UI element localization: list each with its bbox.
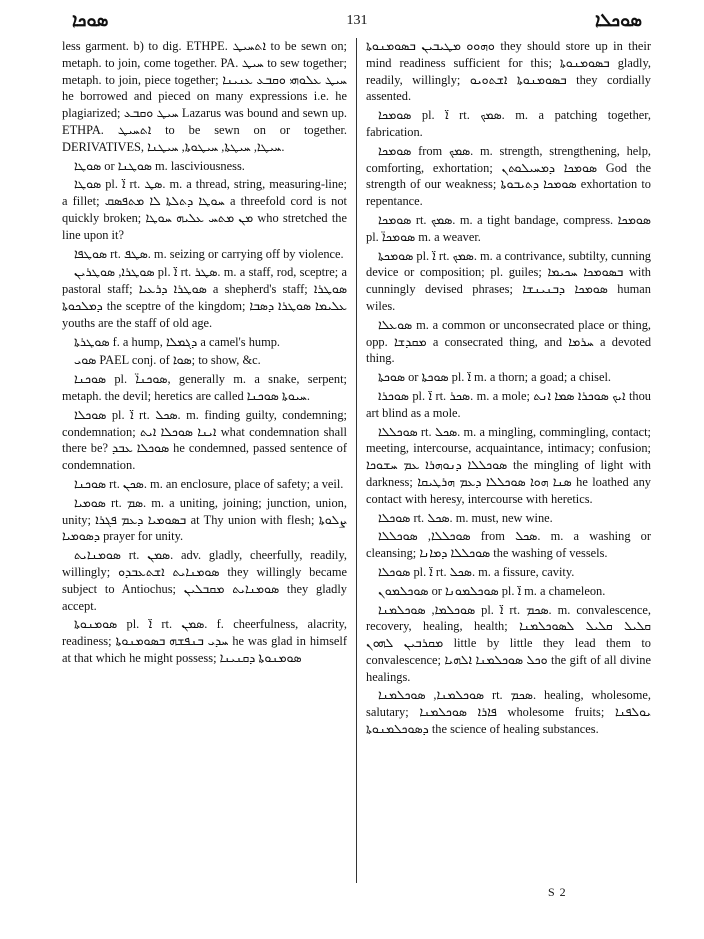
dictionary-entry: ܣܘܟܠܠܐ, ܣܘܟܠܠܐ from ܣܟܠ. m. a washing or cleansing; ܣܘܟܠܠܐ ܕܡܐܢܐ the washing of vessels. xyxy=(366,529,651,561)
dictionary-entry: ܣܘܟܢܐ pl. ܣܘܟܢܐ̈, generally m. a snake, serpent; metaph. the devil; heretics are called ܚܝܘܬܐ ܣܘܟܢܐ. xyxy=(62,372,347,403)
two-column-body xyxy=(62,38,652,883)
dictionary-entry: ܣܘܛܐ or ܣܘܛܢܐ m. lasciviousness. xyxy=(74,158,245,173)
signature-mark: S 2 xyxy=(548,885,567,899)
dictionary-entry: ܣܘܟܠܠܐ rt. ܣܟܠ. m. a mingling, commingling, contact; meeting, intercourse, acquaintance, intimacy; confusion; ܣܘܟܠܠܐ ܕܢܘܗܪܐ ܥܡ ܚܫܘܟܐ the mingling of light with darkness; ܣܢܐ ܗܘܐ ܣܘܟܠܠܐ ܕܥܡ ܗܪܛܝܩܐ he loathed any contact with heresy, intercourse with heretics. xyxy=(366,424,651,506)
dictionary-entry: ܣܘܥܠܐ m. a common or unconsecrated place or thing, opp. ܡܩܕܫܐ a consecrated thing, and ܚܪܡܐ a devoted thing. xyxy=(366,317,651,366)
dictionary-entry: ܣܘܟܬܐ or ܣܘܟܬܐ pl. ܐ̈ m. a thorn; a goad; a chisel. xyxy=(378,370,611,385)
page-number: 131 xyxy=(346,13,368,28)
page-header xyxy=(62,10,652,36)
dictionary-entry: ܣܘܝ PAEL conj. of ܣܘܐ; to show, &c. xyxy=(74,353,261,368)
dictionary-entry: ܣܘܡܟܐ pl. ܐ̈ rt. ܣܡܟ. m. a patching together, fabrication. xyxy=(366,108,651,139)
dictionary-entry: less garment. b) to dig. ETHPE. ܐܬܚܝܛ to be sewn on; metaph. to join, come together. PA. ܚܝܛ to sew together; metaph. to join, piece together; ܚܝܛ ܥܠܘܗܝ ܘܩܒܥ ܥܢܝܢܐ he borrowed and pieced on many expressions i.e. he plagiarized; ܚܝܛ ܘܩܒܥ Lazarus was bound and sewn up. ETHPA. ܐܬܚܝܛ to be sewn on or together. DERIVATIVES, ܚܝܛܐ, ܚܝܛܬܐ, ܚܝܛܘܬܐ, ܚܝܛܢܐ. xyxy=(62,39,347,154)
dictionary-entry: ܣܘܟܠܐ pl. ܐ̈ rt. ܣܟܠ. m. finding guilty, condemning; condemnation; ܐܝܢܐ ܣܘܟܠܐ ܐܝܬ what condemnation shall there be? ܣܘܟܠܐ ܥܒܕ he condemned, passed sentence of condemnation. xyxy=(62,407,347,473)
dictionary-entry: ܣܘܡܟܐ rt. ܣܡܟ. m. a tight bandage, compress. ܣܘܡܟܐ pl. ܣܘܡܟܐ̈ m. a weaver. xyxy=(366,212,651,244)
dictionary-entry: ܣܘܡܟܬܐ pl. ܐ̈ rt. ܣܡܟ. m. a contrivance, subtilty, cunning device or composition; pl. guiles; ܒܣܘܡܟܐ ܚܟܝܡܐ with cunningly devised phrases; ܣܘܡܟܐ ܕܒܢܝܢܫܐ human wiles. xyxy=(366,248,651,313)
dictionary-entry: ܣܘܡܢܘܬܐ pl. ܐ̈ rt. ܣܡܢ. f. cheerfulness, alacrity, readiness; ܚܕܝ ܒܢܦܫܗ ܒܣܘܡܢܘܬܐ he was glad in himself at that which he might possess; ܣܘܡܢܘܬܐ ܕܩܢܝܢܐ xyxy=(62,617,347,665)
right-column xyxy=(366,38,651,883)
dictionary-entry: ܣܘܟܠܐ rt. ܣܟܠ. m. must, new wine. xyxy=(378,510,553,525)
dictionary-entry: ܣܘܟܢܐ rt. ܣܟܢ. m. an enclosure, place of safety; a veil. xyxy=(74,476,344,491)
dictionary-entry: ܣܘܟܠܡܘܢ or ܣܘܟܠܡܘܢܐ pl. ܐ̈ m. a chameleon. xyxy=(378,583,606,598)
dictionary-entry: ܣܘܡܢܐܝܬ rt. ܣܡܢ. adv. gladly, cheerfully, readily, willingly; ܣܘܡܢܐܝܬ ܐܫܬܥܒܕܘ they willingly became subject to Antiochus; ܣܘܡܢܐܝܬ ܡܩܒܠܝܢ they gladly accept. xyxy=(62,548,347,613)
header-left-word: ܣܘܟܐ xyxy=(72,10,109,31)
dictionary-entry: ܣܘܡܝܐ rt. ܣܡ. m. a uniting, joining; junction, union, unity; ܒܣܘܡܝܐ ܕܥܡ ܦܓܪܐ at Thy union with flesh; ܨܠܘܬܐ ܕܣܘܡܝܐ prayer for unity. xyxy=(62,495,347,544)
dictionary-entry: ܘܗܘܘ ܡܛܝܒܝܢ ܒܣܘܡܢܘܬܐ they should store up in their mind readiness sufficient for this; ܒܣܘܡܢܘܬܐ gladly, readily, willingly; ܒܣܘܡܢܘܬܐ ܐܫܬܘܝܘ they cordially assented. xyxy=(366,39,651,104)
column-divider xyxy=(356,38,357,883)
header-right-word: ܣܘܟܠܐ xyxy=(595,10,642,31)
dictionary-entry: ܣܘܛܪܬܐ f. a hump, ܕܓܡܠܐ a camel's hump. xyxy=(74,334,281,349)
dictionary-entry: ܣܘܟܠܐ pl. ܐ̈ rt. ܣܟܠ. m. a fissure, cavity. xyxy=(378,564,575,579)
dictionary-entry: ܣܘܟܠܡܐ, ܣܘܟܠܡܢܐ pl. ܐ̈ rt. ܣܟܡ. m. convalescence, recovery, healing, health; ܩܠܝܠ ܩܠܝܠ ܠܣܘܟܠܡܢܐ ܡܩܪܒܝܢ ܠܗܘܢ little by little they lead them to convalescence; ܘܟܠ ܣܘܟܠܡܢܐ ܐܠܗܝܐ the gift of all divine healings. xyxy=(366,602,651,684)
dictionary-entry: ܣܘܛܦܐ rt. ܣܛܦ. m. seizing or carrying off by violence. xyxy=(74,246,344,261)
dictionary-entry: ܣܘܡܟܐ from ܣܡܟ. m. strength, strengthening, help, comforting, exhortation; ܣܘܡܟܐ ܕܡܚܝܠܘܬܢ God the strength of our weakness; ܣܘܡܟܐ ܕܬܝܒܘܬܐ exhortation to repentance. xyxy=(366,143,651,209)
dictionary-entry: ܣܘܛܐ pl. ܐ̈ rt. ܣܛ. m. a thread, string, measuring-line; a fillet; ܚܘܛܐ ܕܬܠܬܐ ܠܐ ܡܬܦܣܩ a threefold cord is not quickly broken; ܡܢ ܡܬܚ ܥܠܝܗ ܚܘܛܐ who stretched the line upon it? xyxy=(62,177,347,242)
dictionary-entry: ܣܘܟܠܡܢܐ, ܣܘܟܠܡܢܐ rt. ܣܟܡ. healing, wholesome, salutary; ܦܐܪܐ ܣܘܟܠܡܢܐ wholesome fruits; ܝܘܠܦܢܐ ܕܣܘܟܠܡܢܘܬܐ the science of healing substances. xyxy=(366,688,651,737)
dictionary-entry: ܣܘܟܪܐ pl. ܐ̈ rt. ܣܟܪ. m. a mole; ܐܝܟ ܣܘܟܪܐ ܣܡܐ ܐܢܬ thou art blind as a mole. xyxy=(366,388,651,420)
dictionary-entry: ܣܘܛܪܐ, ܣܘܛܪܝܢ pl. ܐ̈ rt. ܣܛܪ. m. a staff, rod, sceptre; a pastoral staff; ܣܘܛܪܐ ܕܪܥܝܐ a shepherd's staff; ܣܘܛܪܐ ܕܡܠܟܘܬܐ the sceptre of the kingdom; ܥܠܝܡܐ ܣܘܛܪܐ ܕܣܒܐ youths are the staff of old age. xyxy=(62,265,347,330)
left-column xyxy=(62,38,347,883)
